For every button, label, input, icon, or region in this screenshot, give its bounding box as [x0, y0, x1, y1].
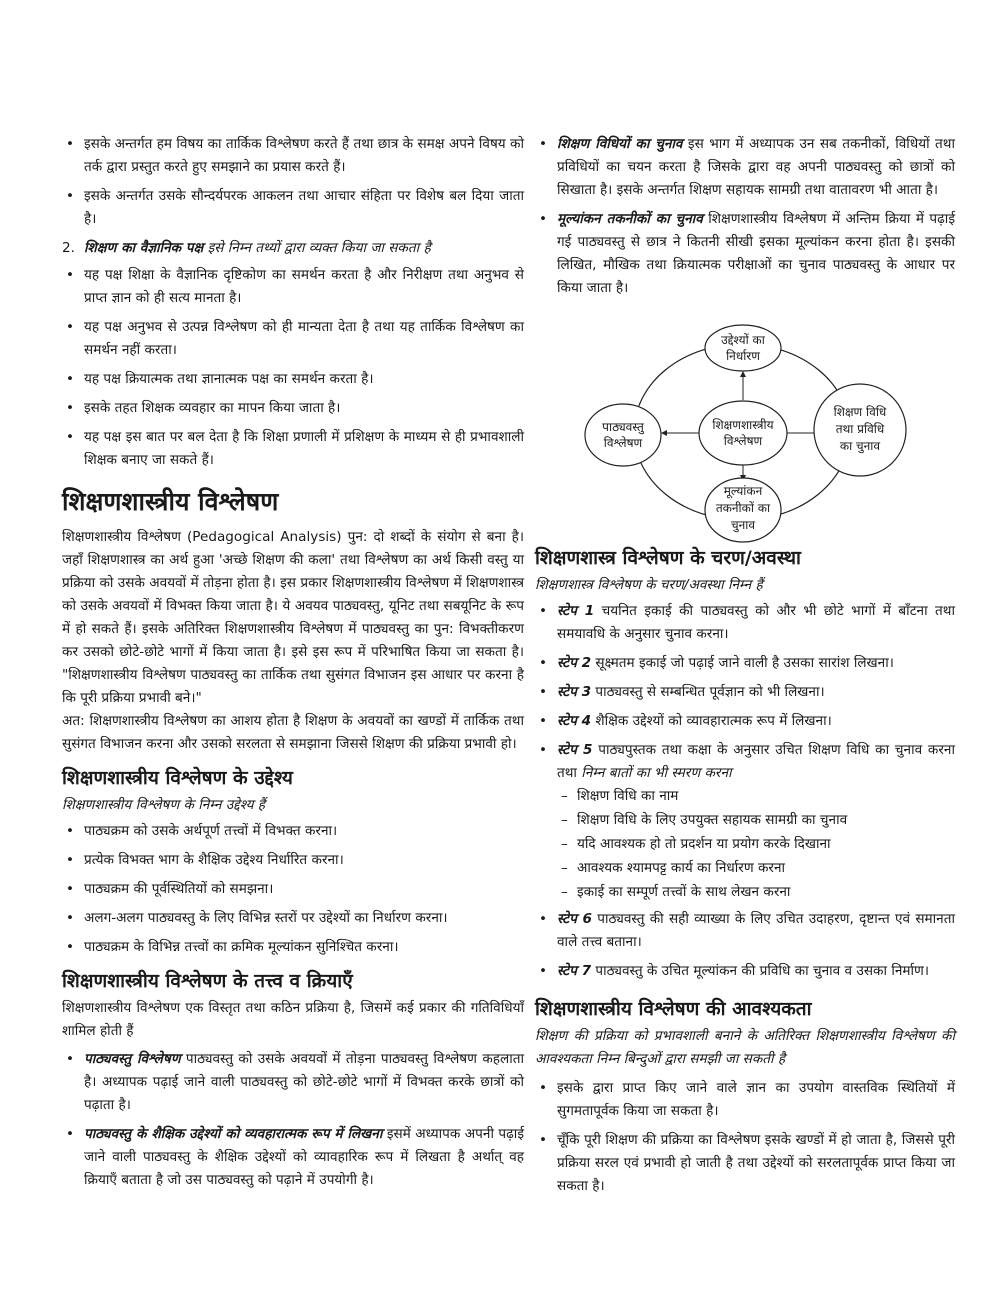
step-item: • स्टेप 1 चयनित इकाई की पाठ्यवस्तु को और भी छोटे भागों में बाँटना तथा समयावधि के अनुसार चुनाव करना। — [535, 600, 955, 646]
section-heading: शिक्षणशास्त्रीय विश्लेषण की आवश्यकता — [535, 998, 812, 1020]
svg-text:चुनाव: चुनाव — [730, 518, 756, 532]
section-heading: शिक्षणशास्त्रीय विश्लेषण के उद्देश्य — [62, 767, 293, 789]
bullet-list — [62, 264, 524, 472]
pedagogical-analysis-diagram — [570, 320, 930, 550]
node-top — [705, 325, 781, 371]
section-intro: शिक्षण की प्रक्रिया को प्रभावशाली बनाने के अतिरिक्त शिक्षणशास्त्रीय विश्लेषण की आवश्यकता निम्न बिन्दुओं द्वारा समझी जा सकती है — [535, 1028, 955, 1067]
step-item: • स्टेप 5 पाठ्यपुस्तक तथा कक्षा के अनुसार उचित शिक्षण विधि का चुनाव करना तथा निम्न बातों का भी स्मरण करना — [535, 739, 955, 785]
svg-text:तथा प्रविधि: तथा प्रविधि — [835, 422, 885, 436]
list-item: • इसके अन्तर्गत हम विषय का तार्किक विश्लेषण करते हैं तथा छात्र के समक्ष अपने विषय को तर्क द्वारा प्रस्तुत करते हुए समझाने का प्रयास करते हैं। — [62, 133, 524, 179]
list-item: • यह पक्ष इस बात पर बल देता है कि शिक्षा प्रणाली में प्रशिक्षण के माध्यम से ही प्रभावशाली शिक्षक बनाए जा सकते हैं। — [62, 426, 524, 472]
list-item: • यह पक्ष क्रियात्मक तथा ज्ञानात्मक पक्ष का समर्थन करता है। — [62, 368, 524, 391]
list-item: • यह पक्ष शिक्षा के वैज्ञानिक दृष्टिकोण का समर्थन करता है और निरीक्षण तथा अनुभव से प्राप्त ज्ञान को ही सत्य मानता है। — [62, 264, 524, 310]
section-intro: शिक्षणशास्त्र विश्लेषण के चरण/अवस्था निम्न हैं — [535, 577, 763, 593]
bullet-list — [62, 133, 524, 231]
list-item: • इसके तहत शिक्षक व्यवहार का मापन किया जाता है। — [62, 397, 524, 420]
list-item: • इसके अन्तर्गत उसके सौन्दर्यपरक आकलन तथा आचार संहिता पर विशेष बल दिया जाता है। — [62, 185, 524, 231]
list-item: • चूँकि पूरी शिक्षण की प्रक्रिया का विश्लेषण इसके खण्डों में हो जाता है, जिससे पूरी प्रक्रिया सरल एवं प्रभावी हो जाती है तथा उद्देश्यों को सरलतापूर्वक प्राप्त किया जा सकता है। — [535, 1129, 955, 1198]
sub-item: – यदि आवश्यक हो तो प्रदर्शन या प्रयोग करके दिखाना — [535, 833, 955, 856]
list-item: • प्रत्येक विभक्त भाग के शैक्षिक उद्देश्य निर्धारित करना। — [62, 849, 524, 872]
list-item: • यह पक्ष अनुभव से उत्पन्न विश्लेषण को ही मान्यता देता है तथा यह तार्किक विश्लेषण का समर्थन नहीं करता। — [62, 316, 524, 362]
numbered-point: 2. शिक्षण का वैज्ञानिक पक्ष इसे निम्न तथ्यों द्वारा व्यक्त किया जा सकता है — [62, 240, 431, 256]
step-item: • स्टेप 2 सूक्ष्मतम इकाई जो पढ़ाई जाने वाली है उसका सारांश लिखना। — [535, 652, 955, 675]
section-heading: शिक्षणशास्त्रीय विश्लेषण के तत्त्व व क्रियाएँ — [62, 970, 353, 992]
paragraph: शिक्षणशास्त्रीय विश्लेषण (Pedagogical Analysis) पुन: दो शब्दों के संयोग से बना है। जहाँ शिक्षणशास्त्र का अर्थ हुआ 'अच्छे शिक्षण की कला' तथा विश्लेषण का अर्थ किसी वस्तु या प्रक्रिया को उसके अवयवों में तोड़ना होता है। इस प्रकार शिक्षणशास्त्रीय विश्लेषण में शिक्षणशास्त्र को उसके अवयवों में विभक्त किया जाता है। ये अवयव पाठ्यवस्तु, यूनिट तथा सबयूनिट के रूप में हो सकते हैं। इसके अतिरिक्त शिक्षणशास्त्रीय विश्लेषण में पाठ्यवस्तु का पुन: विभक्तीकरण कर उसको छोटे-छोटे भागों में किया जाता है। इसे इस रूप में परिभाषित किया जा सकता है। "शिक्षणशास्त्रीय विश्लेषण पाठ्यवस्तु का तार्किक तथा सुसंगत विभाजन इस आधार पर करना है कि पूरी प्रक्रिया प्रभावी बने।" — [62, 529, 524, 706]
list-item: • पाठ्यक्रम की पूर्वस्थितियों को समझना। — [62, 878, 524, 901]
step-item: • स्टेप 6 पाठ्यवस्तु की सही व्याख्या के लिए उचित उदाहरण, दृष्टान्त एवं समानता वाले तत्त्व बताना। — [535, 908, 955, 954]
node-left — [585, 404, 661, 466]
sub-item: – इकाई का सम्पूर्ण तत्त्वों के साथ लेखन करना — [535, 881, 955, 904]
step-item: • स्टेप 4 शैक्षिक उद्देश्यों को व्यावहारात्मक रूप में लिखना। — [535, 710, 955, 733]
sub-item: – आवश्यक श्यामपट्ट कार्य का निर्धारण करना — [535, 857, 955, 880]
bullet-list — [535, 1077, 955, 1198]
svg-text:शिक्षणशास्त्रीय: शिक्षणशास्त्रीय — [712, 418, 774, 432]
list-item: • अलग-अलग पाठ्यवस्तु के लिए विभिन्न स्तरों पर उद्देश्यों का निर्धारण करना। — [62, 907, 524, 930]
svg-text:तकनीकों का: तकनीकों का — [715, 501, 771, 515]
sub-item: – शिक्षण विधि के लिए उपयुक्त सहायक सामग्री का चुनाव — [535, 809, 955, 832]
svg-text:शिक्षण विधि: शिक्षण विधि — [833, 405, 887, 419]
bullet-list — [62, 1048, 524, 1192]
svg-text:विश्लेषण: विश्लेषण — [603, 436, 643, 450]
list-item: • पाठ्यवस्तु के शैक्षिक उद्देश्यों को व्यवहारात्मक रूप में लिखना इसमें अध्यापक अपनी पढ़ाई जाने वाली पाठ्यवस्तु के शैक्षिक उद्देश्यों को व्यावहारिक रूप में लिखता है अर्थात् वह क्रियाएँ बताता है जो उस पाठ्यवस्तु को पढ़ाने में उपयोगी है। — [62, 1123, 524, 1192]
list-item: • पाठ्यक्रम को उसके अर्थपूर्ण तत्त्वों में विभक्त करना। — [62, 820, 524, 843]
list-item: • पाठ्यवस्तु विश्लेषण पाठ्यवस्तु को उसके अवयवों में तोड़ना पाठ्यवस्तु विश्लेषण कहलाता है। अध्यापक पढ़ाई जाने वाली पाठ्यवस्तु को छोटे-छोटे भागों में विभक्त करके छात्रों को पढ़ाता है। — [62, 1048, 524, 1117]
steps-list — [535, 908, 955, 983]
section-intro: शिक्षणशास्त्रीय विश्लेषण एक विस्तृत तथा कठिन प्रक्रिया है, जिसमें कई प्रकार की गतिविधियाँ शामिल होती हैं — [62, 1000, 524, 1039]
section-heading: शिक्षणशास्त्रीय विश्लेषण — [62, 487, 279, 516]
steps-list — [535, 600, 955, 785]
list-item: • इसके द्वारा प्राप्त किए जाने वाले ज्ञान का उपयोग वास्तविक स्थितियों में सुगमतापूर्वक किया जा सकता है। — [535, 1077, 955, 1123]
node-bottom — [705, 478, 781, 542]
bullet-list — [62, 820, 524, 959]
right-column — [535, 133, 955, 1204]
node-right — [814, 384, 906, 476]
node-center — [699, 401, 787, 465]
svg-text:का चुनाव: का चुनाव — [839, 439, 881, 453]
list-item: • मूल्यांकन तकनीकों का चुनाव शिक्षणशास्त्रीय विश्लेषण में अन्तिम क्रिया में पढ़ाई गई पाठ्यवस्तु से छात्र ने कितनी सीखी इसका मूल्यांकन करना होता है। इसकी लिखित, मौखिक तथा क्रियात्मक परीक्षाओं का चुनाव पाठ्यवस्तु के आधार पर किया जाता है। — [535, 208, 955, 300]
paragraph: अत: शिक्षणशास्त्रीय विश्लेषण का आशय होता है शिक्षण के अवयवों का खण्डों में तार्किक तथा सुसंगत विभाजन करना और उसको सरलता से समझाना जिससे शिक्षण की प्रक्रिया प्रभावी हो। — [62, 713, 524, 752]
sub-list — [535, 785, 955, 904]
bullet-list — [535, 133, 955, 300]
list-item: • पाठ्यक्रम के विभिन्न तत्त्वों का क्रमिक मूल्यांकन सुनिश्चित करना। — [62, 936, 524, 959]
svg-text:निर्धारण: निर्धारण — [726, 349, 760, 363]
section-heading: शिक्षणशास्त्र विश्लेषण के चरण/अवस्था — [535, 547, 801, 569]
list-item: • शिक्षण विधियों का चुनाव इस भाग में अध्यापक उन सब तकनीकों, विधियों तथा प्रविधियों का चयन करता है जिसके द्वारा वह अपनी पाठ्यवस्तु को छात्रों को सिखाता है। इसके अन्तर्गत शिक्षण सहायक सामग्री तथा वातावरण भी आता है। — [535, 133, 955, 202]
left-column — [62, 133, 524, 1198]
svg-text:पाठ्यवस्तु: पाठ्यवस्तु — [602, 420, 644, 434]
svg-text:विश्लेषण: विश्लेषण — [723, 434, 763, 448]
section-intro: शिक्षणशास्त्रीय विश्लेषण के निम्न उद्देश्य हैं — [62, 797, 266, 813]
sub-item: – शिक्षण विधि का नाम — [535, 785, 955, 808]
svg-text:उद्देश्यों का: उद्देश्यों का — [721, 333, 765, 347]
step-item: • स्टेप 7 पाठ्यवस्तु के उचित मूल्यांकन की प्रविधि का चुनाव व उसका निर्माण। — [535, 960, 955, 983]
step-item: • स्टेप 3 पाठ्यवस्तु से सम्बन्धित पूर्वज्ञान को भी लिखना। — [535, 681, 955, 704]
svg-text:मूल्यांकन: मूल्यांकन — [723, 484, 763, 498]
